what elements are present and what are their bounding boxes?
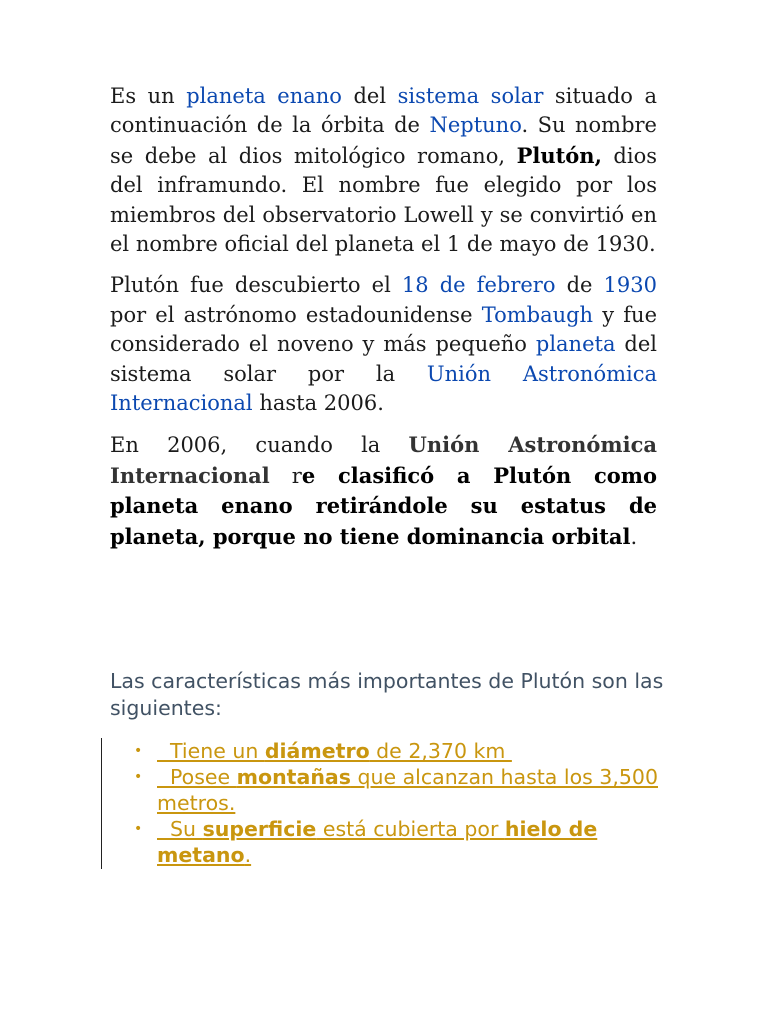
characteristics-list xyxy=(134,738,674,868)
document-body xyxy=(110,82,657,564)
link-planeta[interactable]: planeta xyxy=(535,332,616,357)
text: y fue considerado el noveno y más pequeño xyxy=(110,302,657,357)
link-sistema-solar[interactable]: sistema solar xyxy=(397,84,544,108)
list-item xyxy=(134,764,674,816)
list-item xyxy=(134,816,674,868)
text: de xyxy=(555,273,604,298)
link-neptuno[interactable]: Neptuno xyxy=(429,113,522,138)
paragraph-reclassification xyxy=(110,430,657,552)
text: del sistema solar por la xyxy=(110,332,657,386)
bullet-icon: • xyxy=(134,821,143,837)
link-tombaugh[interactable]: Tombaugh xyxy=(481,302,594,327)
text: situado a continuación de la órbita de xyxy=(110,84,657,138)
text: r xyxy=(269,463,302,488)
text: del xyxy=(341,84,398,108)
text: Plutón fue descubierto el xyxy=(110,273,402,298)
list-item xyxy=(134,738,674,764)
text: Es un xyxy=(110,84,187,108)
list-item-text[interactable]: Posee montañas que alcanzan hasta los 3,500 metros. xyxy=(157,765,658,815)
text: En 2006, cuando la xyxy=(110,433,409,458)
link-18-de-febrero[interactable]: 18 de febrero xyxy=(401,273,556,298)
list-item-text[interactable]: Tiene un diámetro de 2,370 km xyxy=(157,739,512,763)
text: . Su nombre se debe al dios mitológico romano, xyxy=(110,113,657,168)
list-item-text[interactable]: Su superficie está cubierta por hielo de metano. xyxy=(157,817,598,867)
text: hasta 2006. xyxy=(252,391,384,416)
link-1930[interactable]: 1930 xyxy=(603,273,657,298)
link-planeta-enano[interactable]: planeta enano xyxy=(186,84,342,108)
list-intro: Las características más importantes de Plutón son las siguientes: xyxy=(110,669,664,720)
text: dios del inframundo. El nombre fue elegido por los miembros del observatorio Lowell y se convirtió en el nombre oficial del planeta el 1 de mayo de 1930. xyxy=(110,143,658,257)
bold-union-astronomica: Unión Astronómica Internacional xyxy=(110,432,657,488)
text: . xyxy=(630,524,638,549)
bullet-icon: • xyxy=(134,769,143,785)
paragraph-discovery xyxy=(110,271,657,418)
bold-reclassification: e clasificó a Plutón como planeta enano retirándole su estatus de planeta, porque no tiene dominancia orbital xyxy=(110,462,657,549)
paragraph-definition xyxy=(110,82,657,259)
link-union-astronomica[interactable]: Unión Astronómica Internacional xyxy=(110,361,657,416)
bullet-icon: • xyxy=(134,743,143,759)
bold-pluton: Plutón, xyxy=(516,142,602,168)
text: por el astrónomo estadounidense xyxy=(110,302,482,327)
characteristics-section xyxy=(101,738,682,869)
